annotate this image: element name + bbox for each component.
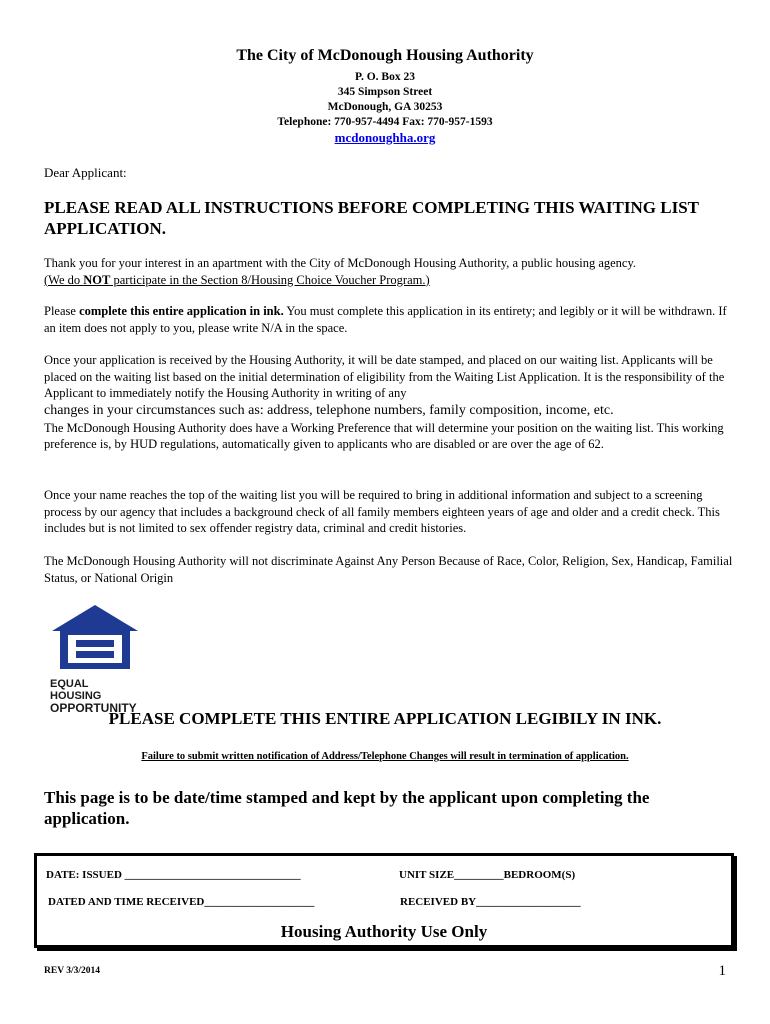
office-use-box [34, 853, 734, 948]
received-by-field[interactable]: RECEIVED BY___________________ [400, 896, 581, 908]
street-address: 345 Simpson Street [337, 86, 433, 98]
screening-paragraph: Once your name reaches the top of the waiting list you will be required to bring in additional information and subject to a screening process by our agency that includes a background check of all family members eighteen years of age and older and a credit check. This includes but is not limited to sex offender registry data, criminal and credit histories. [44, 488, 720, 535]
waiting-list-paragraph [44, 352, 734, 453]
revision-date: REV 3/3/2014 [44, 966, 101, 976]
ink-emphasis: complete this entire application in ink. [79, 304, 284, 318]
page-number: 1 [718, 963, 726, 979]
nondiscrimination-paragraph: The McDonough Housing Authority will not discriminate Against Any Person Because of Race, Color, Religion, Sex, Handicap, Familial Status, or National Origin [44, 554, 733, 585]
website-link[interactable]: mcdonoughha.org [334, 130, 436, 145]
office-use-label: Housing Authority Use Only [280, 922, 488, 941]
phone-fax: Telephone: 770-957-4494 Fax: 770-957-1593 [277, 116, 493, 128]
address-block [0, 70, 770, 130]
salutation: Dear Applicant: [44, 165, 127, 180]
city-state-zip: McDonough, GA 30253 [327, 101, 443, 113]
working-preference-text: The McDonough Housing Authority does have a Working Preference that will determine your position on the waiting list. This working preference is, by HUD regulations, automatically given to applicants who are disabled or are over the age of 62. [44, 420, 724, 451]
failure-notice: Failure to submit written notification of Address/Telephone Changes will result in termination of application. [141, 751, 629, 762]
section8-note: (We do NOT participate in the Section 8/Housing Choice Voucher Program.) [44, 272, 430, 287]
authority-title: The City of McDonough Housing Authority [236, 47, 534, 64]
unit-size-field[interactable]: UNIT SIZE_________BEDROOM(S) [399, 869, 576, 881]
equal-housing-logo [50, 603, 142, 714]
date-stamp-text: Once your application is received by the Housing Authority, it will be date stamped, and placed on our waiting list. Applicants will be placed on the waiting list based on the initial determination of eligibility from the Waiting List Application. It is the responsibility of the Applicant to immediately notify the Housing Authority in writing of any [44, 353, 725, 400]
circumstances-changes-text: changes in your circumstances such as: address, telephone numbers, family composition, income, etc. [44, 402, 614, 418]
po-box: P. O. Box 23 [355, 71, 415, 83]
intro-line: Thank you for your interest in an apartment with the City of McDonough Housing Authority, a public housing agency. [44, 256, 637, 270]
instructions-heading: PLEASE READ ALL INSTRUCTIONS BEFORE COMPLETING THIS WAITING LIST APPLICATION. [44, 198, 699, 238]
complete-heading: PLEASE COMPLETE THIS ENTIRE APPLICATION LEGIBILY IN INK. [108, 709, 662, 728]
stamp-heading: This page is to be date/time stamped and kept by the applicant upon completing the application. [44, 788, 650, 828]
not-emphasis: NOT [83, 272, 111, 287]
intro-paragraph [44, 255, 734, 288]
equal-housing-text: EQUAL HOUSING OPPORTUNITY [50, 678, 137, 715]
ink-instructions-paragraph: Please complete this entire application in ink. You must complete this application in its entirety; and legibly or it will be withdrawn. If an item does not apply to you, please write N/A in the space. [44, 304, 727, 335]
dated-received-field[interactable]: DATED AND TIME RECEIVED____________________ [48, 896, 315, 908]
date-issued-field[interactable]: DATE: ISSUED ________________________________ [46, 869, 301, 881]
equal-housing-house-icon [50, 603, 140, 671]
